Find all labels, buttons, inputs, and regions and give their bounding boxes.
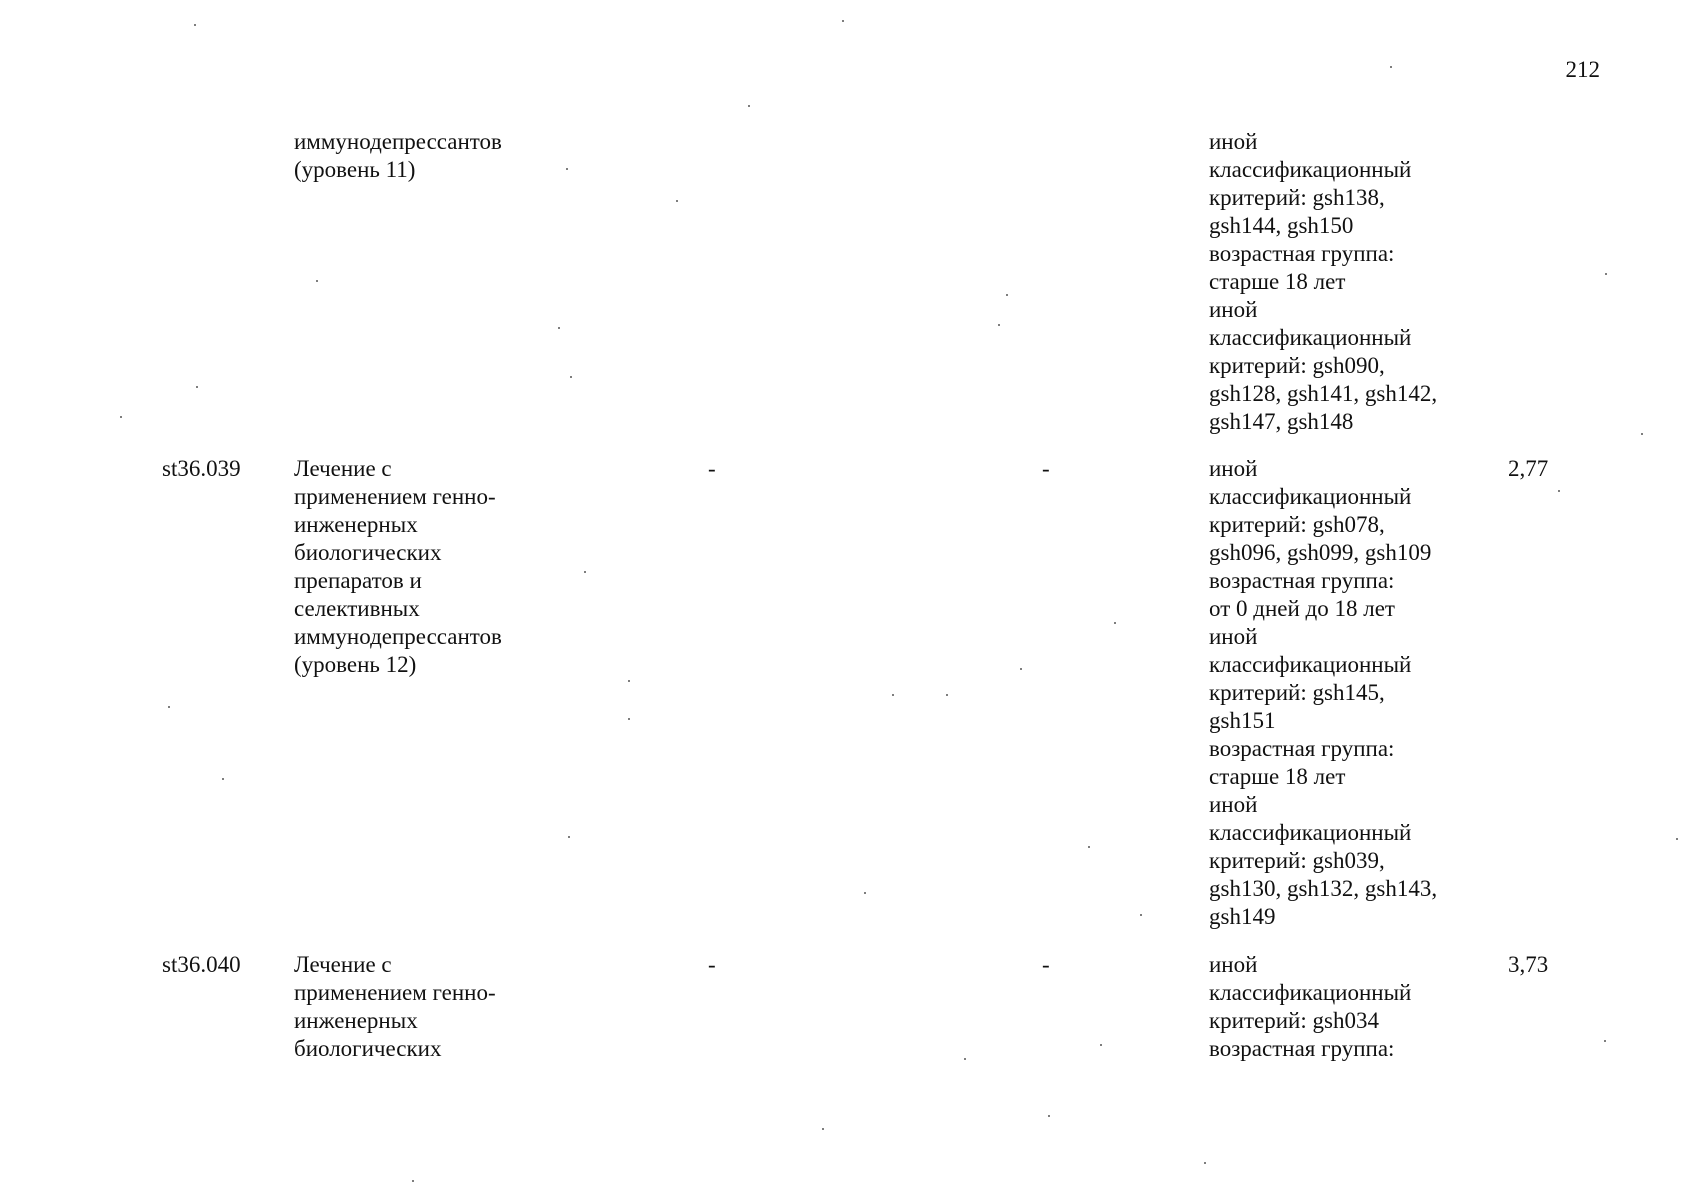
criteria-line: возрастная группа: xyxy=(1209,241,1395,266)
name-line: (уровень 11) xyxy=(294,157,416,182)
row-name xyxy=(294,951,564,1063)
row-col3: - xyxy=(708,952,716,977)
scan-speck xyxy=(196,386,198,388)
criteria-line: от 0 дней до 18 лет xyxy=(1209,596,1395,621)
name-line: применением генно- xyxy=(294,980,496,1005)
criteria-line: критерий: gsh145, xyxy=(1209,680,1385,705)
scan-speck xyxy=(998,324,1000,326)
scan-speck xyxy=(316,280,318,282)
scan-speck xyxy=(748,105,750,107)
scan-speck xyxy=(1114,622,1116,624)
criteria-line: gsh130, gsh132, gsh143, xyxy=(1209,876,1438,901)
name-line: селективных xyxy=(294,596,420,621)
scan-speck xyxy=(892,694,894,696)
scan-speck xyxy=(1020,668,1022,670)
row-criteria xyxy=(1209,128,1499,436)
criteria-line: gsh144, gsh150 xyxy=(1209,213,1354,238)
scan-speck xyxy=(964,1058,966,1060)
scan-speck xyxy=(1676,838,1678,840)
scan-speck xyxy=(1006,294,1008,296)
criteria-line: классификационный xyxy=(1209,325,1412,350)
name-line: иммунодепрессантов xyxy=(294,624,502,649)
scan-speck xyxy=(558,327,560,329)
criteria-line: gsh149 xyxy=(1209,904,1276,929)
criteria-line: старше 18 лет xyxy=(1209,269,1346,294)
row-col4: - xyxy=(1042,456,1050,481)
scan-speck xyxy=(1558,490,1560,492)
criteria-line: критерий: gsh034 xyxy=(1209,1008,1379,1033)
scan-speck xyxy=(120,416,122,418)
row-col3: - xyxy=(708,456,716,481)
page-number: 212 xyxy=(1565,57,1600,82)
scan-speck xyxy=(222,778,224,780)
scan-speck xyxy=(568,836,570,838)
scan-speck xyxy=(628,718,630,720)
criteria-line: критерий: gsh138, xyxy=(1209,185,1385,210)
criteria-line: критерий: gsh039, xyxy=(1209,848,1385,873)
row-name xyxy=(294,455,564,679)
criteria-line: gsh147, gsh148 xyxy=(1209,409,1354,434)
criteria-line: классификационный xyxy=(1209,157,1412,182)
scan-speck xyxy=(584,571,586,573)
criteria-line: классификационный xyxy=(1209,980,1412,1005)
name-line: Лечение с xyxy=(294,456,392,481)
name-line: препаратов и xyxy=(294,568,422,593)
scan-speck xyxy=(842,20,844,22)
scan-speck xyxy=(1088,846,1090,848)
criteria-line: gsh151 xyxy=(1209,708,1276,733)
name-line: применением генно- xyxy=(294,484,496,509)
name-line: иммунодепрессантов xyxy=(294,129,502,154)
criteria-line: иной xyxy=(1209,297,1258,322)
scan-speck xyxy=(1604,1040,1606,1042)
scan-speck xyxy=(946,694,948,696)
criteria-line: иной xyxy=(1209,952,1258,977)
scan-speck xyxy=(168,706,170,708)
criteria-line: возрастная группа: xyxy=(1209,736,1395,761)
scan-speck xyxy=(1100,1044,1102,1046)
name-line: (уровень 12) xyxy=(294,652,417,677)
scan-speck xyxy=(676,200,678,202)
scan-speck xyxy=(822,1128,824,1130)
criteria-line: классификационный xyxy=(1209,484,1412,509)
scan-speck xyxy=(570,376,572,378)
row-coefficient: 3,73 xyxy=(1508,952,1549,977)
scan-speck xyxy=(628,680,630,682)
name-line: биологических xyxy=(294,1036,442,1061)
criteria-line: возрастная группа: xyxy=(1209,568,1395,593)
scan-speck xyxy=(864,892,866,894)
row-code: st36.040 xyxy=(162,952,241,977)
criteria-line: иной xyxy=(1209,624,1258,649)
criteria-line: критерий: gsh090, xyxy=(1209,353,1385,378)
row-criteria xyxy=(1209,455,1499,931)
scan-speck xyxy=(1140,914,1142,916)
criteria-line: критерий: gsh078, xyxy=(1209,512,1385,537)
criteria-line: иной xyxy=(1209,456,1258,481)
criteria-line: классификационный xyxy=(1209,820,1412,845)
row-col4: - xyxy=(1042,952,1050,977)
criteria-line: возрастная группа: xyxy=(1209,1036,1395,1061)
criteria-line: старше 18 лет xyxy=(1209,764,1346,789)
row-code: st36.039 xyxy=(162,456,241,481)
name-line: инженерных xyxy=(294,512,418,537)
criteria-line: классификационный xyxy=(1209,652,1412,677)
criteria-line: gsh096, gsh099, gsh109 xyxy=(1209,540,1432,565)
scan-speck xyxy=(194,24,196,26)
scan-speck xyxy=(566,168,568,170)
name-line: инженерных xyxy=(294,1008,418,1033)
criteria-line: gsh128, gsh141, gsh142, xyxy=(1209,381,1438,406)
name-line: Лечение с xyxy=(294,952,392,977)
criteria-line: иной xyxy=(1209,129,1258,154)
row-coefficient: 2,77 xyxy=(1508,456,1549,481)
scan-speck xyxy=(1605,273,1607,275)
scan-speck xyxy=(412,1180,414,1182)
row-name xyxy=(294,128,564,184)
scan-speck xyxy=(1048,1115,1050,1117)
scan-speck xyxy=(1390,66,1392,68)
scan-speck xyxy=(1641,433,1643,435)
name-line: биологических xyxy=(294,540,442,565)
scan-speck xyxy=(1204,1162,1206,1164)
row-criteria xyxy=(1209,951,1499,1063)
criteria-line: иной xyxy=(1209,792,1258,817)
